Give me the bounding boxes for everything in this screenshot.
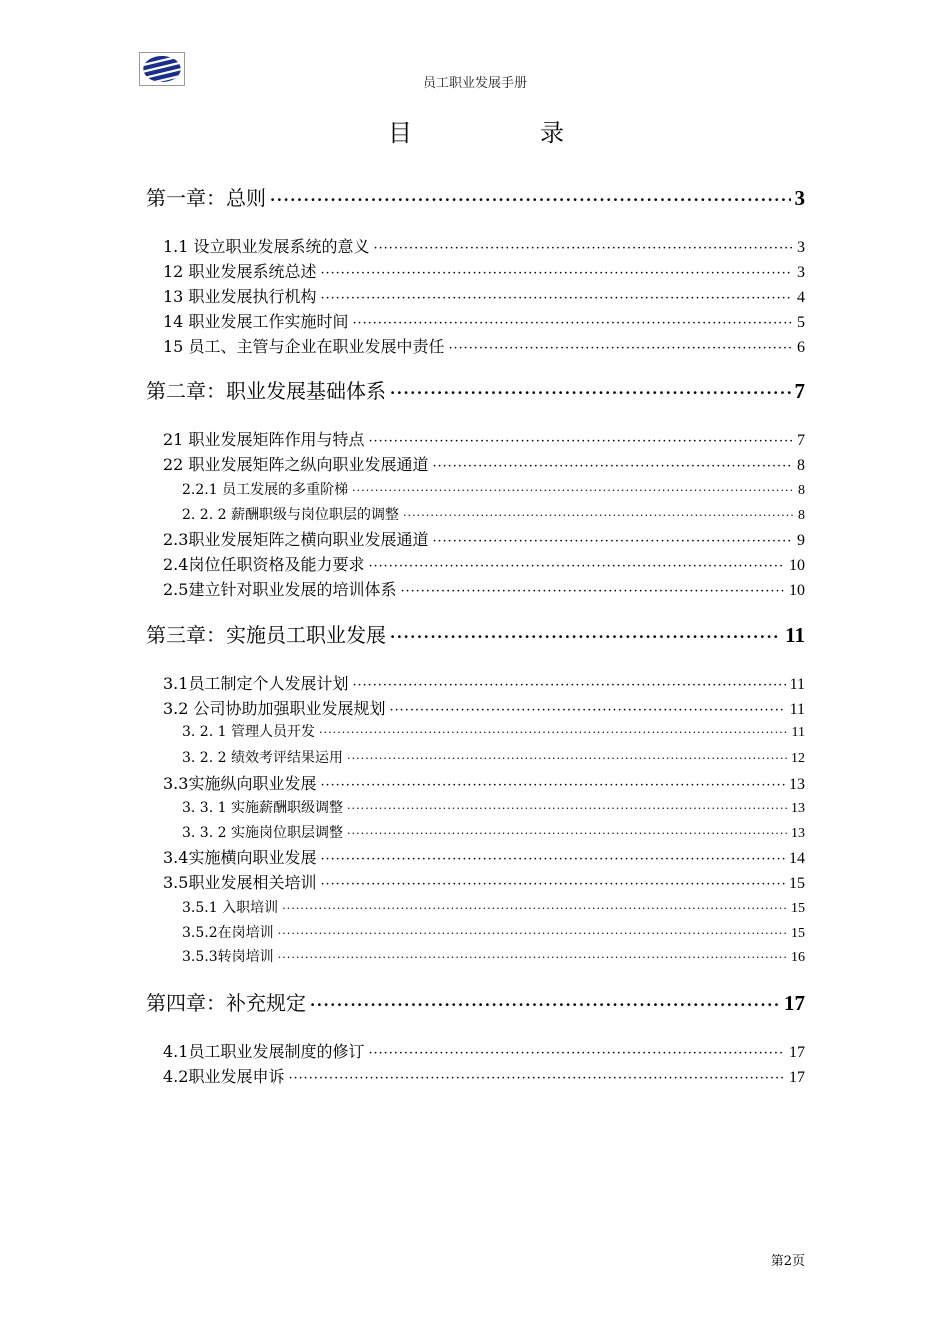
toc-entry-section[interactable] [163,577,805,600]
toc-entry-page: 6 [797,339,805,356]
toc-entry-subsection[interactable] [182,946,805,966]
toc-leader-dots [310,996,780,1014]
toc-entry-subsection[interactable] [182,922,805,942]
toc-entry-label: 3.4实施横向职业发展 [163,848,317,867]
page-number: 第2页 [770,1254,805,1269]
toc-leader-dots [319,726,788,739]
toc-entry-label: 2.3职业发展矩阵之横向职业发展通道 [163,530,429,549]
toc-entry-section[interactable] [163,552,805,575]
toc-entry-label: 3.1员工制定个人发展计划 [163,674,349,693]
toc-entry-page: 13 [789,776,805,793]
toc-leader-dots [368,434,793,449]
toc-leader-dots [352,678,785,693]
toc-entry-label: 第四章：补充规定 [146,991,306,1015]
toc-leader-dots [320,852,785,867]
toc-entry-subsection[interactable] [182,822,805,842]
toc-entry-page: 11 [789,676,805,693]
toc-entry-label: 1.1 设立职业发展系统的意义 [163,237,370,256]
toc-entry-chapter[interactable] [146,987,805,1016]
toc-entry-label: 4.1员工职业发展制度的修订 [163,1042,365,1061]
toc-leader-dots [282,902,787,915]
toc-title-right: 录 [540,119,564,147]
toc-entry-section[interactable] [163,1064,805,1087]
toc-entry-page: 11 [785,623,805,647]
toc-entry-label: 22 职业发展矩阵之纵向职业发展通道 [163,455,429,474]
toc-entry-label: 3.5.2在岗培训 [182,925,274,941]
toc-entry-chapter[interactable] [146,619,805,648]
toc-entry-section[interactable] [163,771,805,794]
toc-entry-page: 14 [789,850,805,867]
toc-entry-label: 3.2 公司协助加强职业发展规划 [163,699,386,718]
toc-entry-label: 3.3实施纵向职业发展 [163,774,317,793]
toc-leader-dots [403,509,794,522]
toc-entry-label: 第三章：实施员工职业发展 [146,623,386,647]
toc-entry-label: 第一章：总则 [146,186,266,210]
toc-entry-section[interactable] [163,870,805,893]
toc-entry-subsection[interactable] [182,747,805,767]
toc-entry-label: 3.5.1 入职培训 [182,900,279,916]
toc-entry-page: 5 [797,314,805,331]
toc-entry-label: 21 职业发展矩阵作用与特点 [163,430,365,449]
toc-entry-section[interactable] [163,845,805,868]
toc-entry-page: 10 [789,557,805,574]
toc-entry-section[interactable] [163,696,805,719]
toc-entry-page: 3 [797,239,805,256]
toc-entry-label: 3.5.3转岗培训 [182,949,274,965]
toc-entry-label: 12 职业发展系统总述 [163,262,317,281]
toc-entry-section[interactable] [163,452,805,475]
toc-leader-dots [352,484,794,497]
toc-entry-label: 13 职业发展执行机构 [163,287,317,306]
toc-entry-page: 12 [791,751,805,766]
toc-entry-page: 3 [794,186,805,210]
toc-entry-chapter[interactable] [146,182,805,211]
toc-leader-dots [400,584,785,599]
toc-entry-section[interactable] [163,309,805,332]
toc-entry-label: 2.4岗位任职资格及能力要求 [163,555,365,574]
toc-entry-section[interactable] [163,234,805,257]
toc-entry-page: 17 [784,991,805,1015]
toc-entry-label: 15 员工、主管与企业在职业发展中责任 [163,337,445,356]
toc-entry-label: 3.5职业发展相关培训 [163,873,317,892]
toc-entry-page: 9 [797,532,805,549]
toc-entry-section[interactable] [163,527,805,550]
toc-entry-page: 7 [797,432,805,449]
toc-entry-subsection[interactable] [182,504,805,524]
toc-entry-label: 3. 3. 2 实施岗位职层调整 [182,825,343,841]
toc-leader-dots [320,778,785,793]
toc-entry-section[interactable] [163,671,805,694]
toc-leader-dots [288,1071,785,1086]
header-title: 员工职业发展手册 [422,76,527,91]
toc-entry-section[interactable] [163,284,805,307]
toc-leader-dots [347,752,787,765]
toc-leader-dots [368,1046,785,1061]
toc-leader-dots [374,241,793,256]
toc-leader-dots [352,316,793,331]
toc-entry-label: 2. 2. 2 薪酬职级与岗位职层的调整 [182,507,399,523]
toc-leader-dots [347,802,787,815]
toc-leader-dots [270,191,791,209]
toc-entry-page: 4 [797,289,805,306]
toc-entry-page: 3 [797,264,805,281]
toc-entry-page: 15 [789,875,805,892]
toc-entry-page: 8 [798,483,805,498]
toc-entry-page: 16 [791,950,805,965]
toc-leader-dots [320,877,785,892]
toc-entry-label: 2.5建立针对职业发展的培训体系 [163,580,397,599]
toc-entry-section[interactable] [163,427,805,450]
toc-entry-page: 17 [789,1069,805,1086]
toc-entry-subsection[interactable] [182,797,805,817]
toc-entry-label: 4.2职业发展申诉 [163,1067,285,1086]
toc-entry-label: 第二章：职业发展基础体系 [146,379,386,403]
toc-entry-page: 8 [797,457,805,474]
toc-entry-label: 3. 2. 1 管理人员开发 [182,724,315,740]
toc-leader-dots [432,534,793,549]
toc-leader-dots [390,703,786,718]
toc-leader-dots [432,459,793,474]
toc-entry-label: 3. 2. 2 绩效考评结果运用 [182,750,343,766]
toc-entry-page: 13 [791,826,805,841]
toc-entry-subsection[interactable] [182,897,805,917]
toc-leader-dots [390,384,791,402]
toc-leader-dots [320,291,793,306]
toc-entry-page: 8 [798,508,805,523]
toc-entry-page: 15 [791,901,805,916]
toc-entry-page: 7 [794,379,805,403]
toc-entry-page: 11 [791,725,805,740]
toc-entry-page: 13 [791,801,805,816]
toc-leader-dots [278,951,787,964]
toc-entry-label: 3. 3. 1 实施薪酬职级调整 [182,800,343,816]
toc-entry-section[interactable] [163,1039,805,1062]
toc-entry-page: 10 [789,582,805,599]
toc-entry-chapter[interactable] [146,375,805,404]
toc-entry-page: 11 [789,701,805,718]
toc-entry-label: 14 职业发展工作实施时间 [163,312,349,331]
toc-entry-page: 17 [789,1044,805,1061]
toc-title-left: 目 [388,119,412,147]
toc-entry-section[interactable] [163,334,805,357]
toc-entry-subsection[interactable] [182,479,805,499]
toc-title [0,118,950,150]
toc-leader-dots [448,341,793,356]
toc-leader-dots [347,827,787,840]
toc-leader-dots [390,628,781,646]
toc-entry-subsection[interactable] [182,721,805,741]
toc-entry-page: 15 [791,926,805,941]
toc-leader-dots [278,927,787,940]
toc-leader-dots [368,559,785,574]
toc-entry-section[interactable] [163,259,805,282]
toc-entry-label: 2.2.1 员工发展的多重阶梯 [182,482,349,498]
toc-leader-dots [320,266,793,281]
